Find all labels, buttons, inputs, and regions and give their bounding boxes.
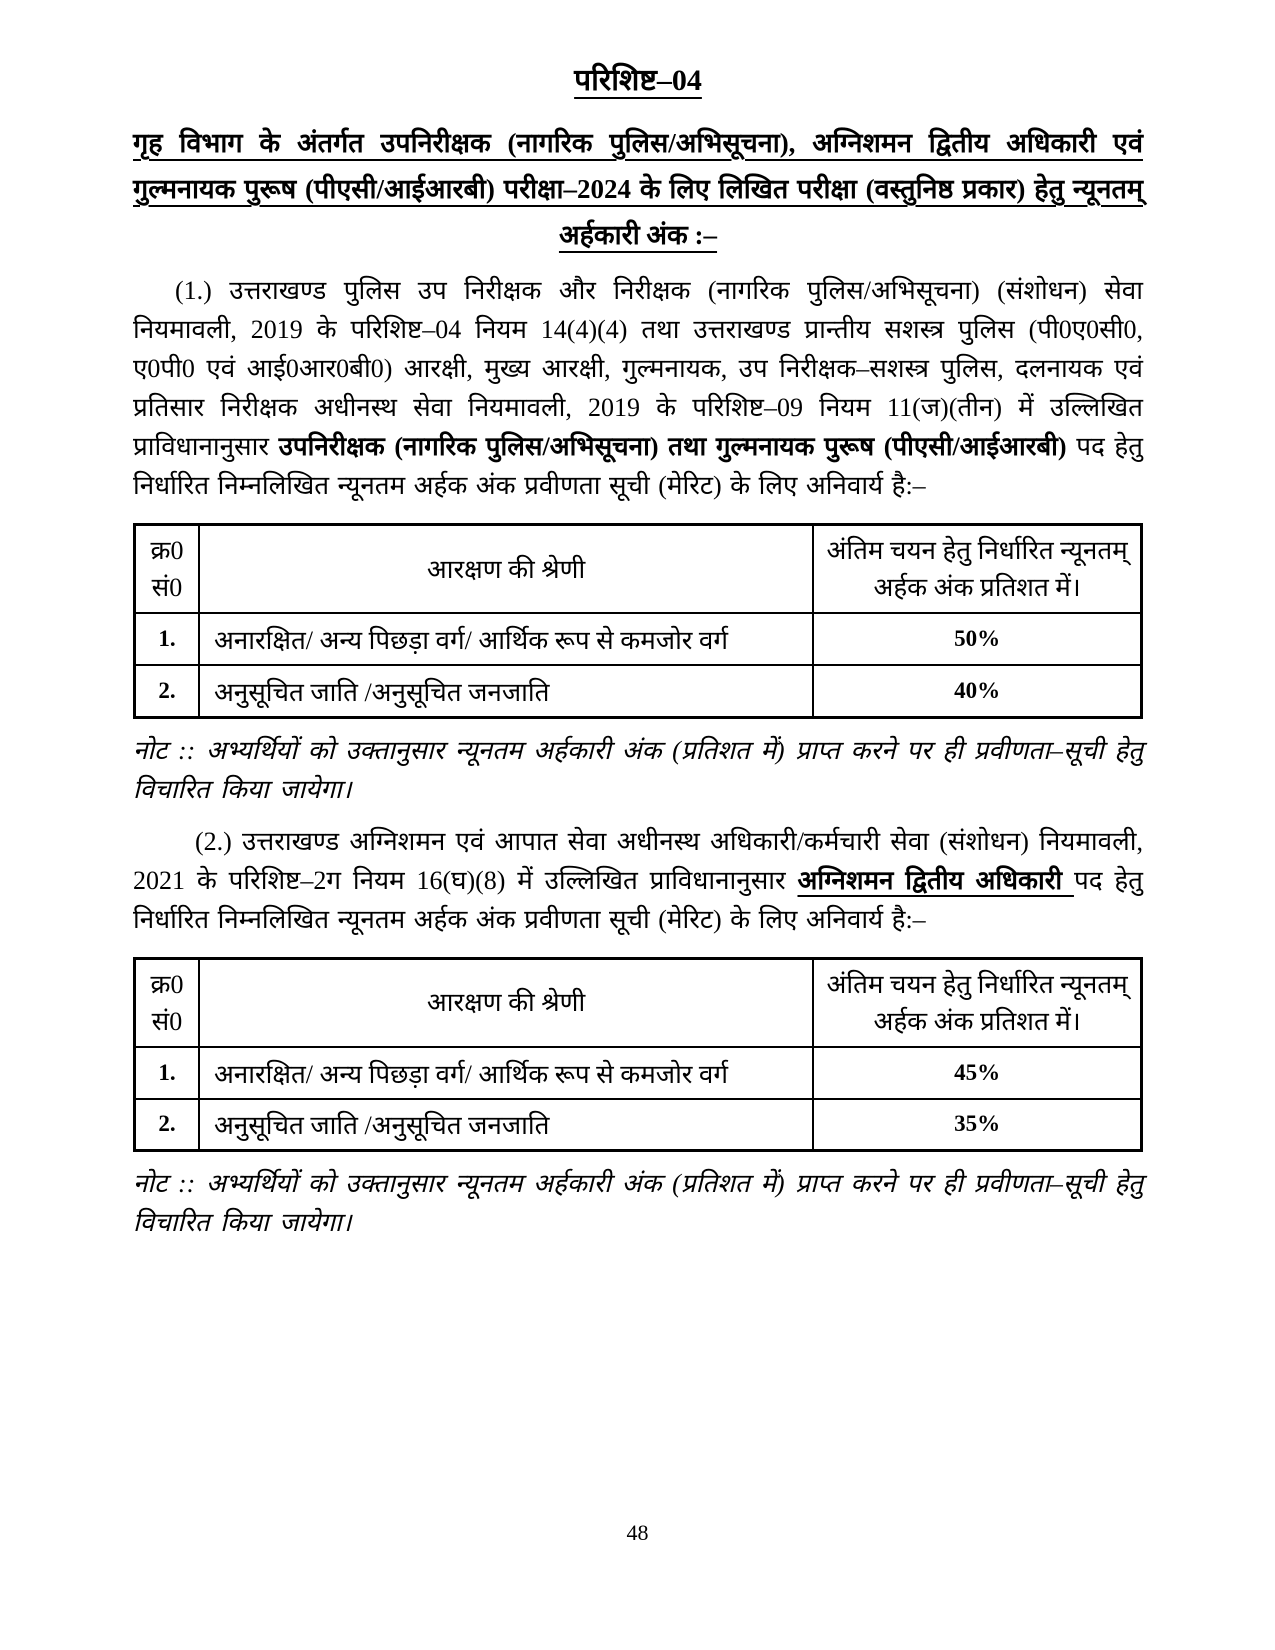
document-content <box>133 60 1143 1242</box>
table-row <box>135 613 1142 665</box>
min-marks-table-1 <box>133 523 1143 719</box>
table-row <box>135 665 1142 717</box>
paragraph-2-emphasis: अग्निशमन द्वितीय अधिकारी <box>797 865 1074 895</box>
table-header-row <box>135 525 1142 614</box>
cell-sno: 1. <box>135 1047 199 1099</box>
cell-marks: 50% <box>813 613 1141 665</box>
col-header-category: आरक्षण की श्रेणी <box>199 525 813 614</box>
page-title-text: परिशिष्ट–04 <box>574 64 702 97</box>
table-2-body <box>135 1047 1142 1151</box>
table-header-row <box>135 958 1142 1047</box>
note-2: नोट :: अभ्यर्थियों को उक्तानुसार न्यूनतम अर्हकारी अंक (प्रतिशत में) प्राप्त करने पर ही प्रवीणता–सूची हेतु विचारित किया जायेगा। <box>133 1169 1144 1237</box>
table-1-body <box>135 613 1142 717</box>
cell-sno: 2. <box>135 665 199 717</box>
cell-sno: 1. <box>135 613 199 665</box>
cell-category: अनारक्षित/ अन्य पिछड़ा वर्ग/ आर्थिक रूप से कमजोर वर्ग <box>199 1047 813 1099</box>
cell-marks: 45% <box>813 1047 1141 1099</box>
cell-category: अनारक्षित/ अन्य पिछड़ा वर्ग/ आर्थिक रूप से कमजोर वर्ग <box>199 613 813 665</box>
table-1-header <box>135 525 1142 614</box>
cell-category: अनुसूचित जाति /अनुसूचित जनजाति <box>199 1099 813 1151</box>
note-1: नोट :: अभ्यर्थियों को उक्तानुसार न्यूनतम अर्हकारी अंक (प्रतिशत में) प्राप्त करने पर ही प्रवीणता–सूची हेतु विचारित किया जायेगा। <box>133 735 1144 804</box>
table-2-header <box>135 958 1142 1047</box>
cell-category: अनुसूचित जाति /अनुसूचित जनजाति <box>199 665 813 717</box>
paragraph-1 <box>133 271 1143 505</box>
document-heading-text: गृह विभाग के अंतर्गत उपनिरीक्षक (नागरिक पुलिस/अभिसूचना), अग्निशमन द्वितीय अधिकारी एवं गुल्मनायक पुरूष (पीएसी/आईआरबी) परीक्षा–2024 के लिए लिखित परीक्षा (वस्तुनिष्ठ प्रकार) हेतु न्यूनतम् अर्हकारी अंक :– <box>133 128 1143 250</box>
col-header-sno: क्र0 सं0 <box>135 958 199 1047</box>
cell-marks: 35% <box>813 1099 1141 1151</box>
paragraph-1-emphasis: उपनिरीक्षक (नागरिक पुलिस/अभिसूचना) तथा गुल्मनायक पुरूष (पीएसी/आईआरबी) <box>278 432 1067 461</box>
col-header-marks: अंतिम चयन हेतु निर्धारित न्यूनतम् अर्हक अंक प्रतिशत में। <box>813 525 1141 614</box>
paragraph-2-prefix: (2.) उत्तराखण्ड अग्निशमन एवं आपात सेवा अधीनस्थ अधिकारी/कर्मचारी सेवा (संशोधन) नियमावली, 2021 के परिशिष्ट–2ग नियम 16(घ)(8) में उल्लिखित प्राविधानानुसार <box>133 826 1143 895</box>
paragraph-1-suffix: पद हेतु निर्धारित निम्नलिखित न्यूनतम अर्हक अंक प्रवीणता सूची (मेरिट) के लिए अनिवार्य है:– <box>133 432 1144 500</box>
cell-sno: 2. <box>135 1099 199 1151</box>
col-header-category: आरक्षण की श्रेणी <box>199 958 813 1047</box>
table-row <box>135 1099 1142 1151</box>
document-heading <box>133 120 1143 258</box>
paragraph-2-suffix: पद हेतु निर्धारित निम्नलिखित न्यूनतम अर्हक अंक प्रवीणता सूची (मेरिट) के लिए अनिवार्य है:– <box>133 865 1143 934</box>
col-header-marks: अंतिम चयन हेतु निर्धारित न्यूनतम् अर्हक अंक प्रतिशत में। <box>813 958 1141 1047</box>
min-marks-table-2 <box>133 957 1143 1153</box>
table-row <box>135 1047 1142 1099</box>
page-title <box>133 60 1143 102</box>
page-number: 48 <box>626 1520 649 1545</box>
cell-marks: 40% <box>813 665 1141 717</box>
paragraph-2 <box>133 822 1143 939</box>
paragraph-1-prefix: (1.) उत्तराखण्ड पुलिस उप निरीक्षक और निरीक्षक (नागरिक पुलिस/अभिसूचना) (संशोधन) सेवा नियमावली, 2019 के परिशिष्ट–04 नियम 14(4)(4) तथा उत्तराखण्ड प्रान्तीय सशस्त्र पुलिस (पी0ए0सी0, ए0पी0 एवं आई0आर0बी0) आरक्षी, मुख्य आरक्षी, गुल्मनायक, उप निरीक्षक–सशस्त्र पुलिस, दलनायक एवं प्रतिसार निरीक्षक अधीनस्थ सेवा नियमावली, 2019 के परिशिष्ट–09 नियम 11(ज)(तीन) में उल्लिखित प्राविधानानुसार <box>133 276 1143 461</box>
col-header-sno: क्र0 सं0 <box>135 525 199 614</box>
